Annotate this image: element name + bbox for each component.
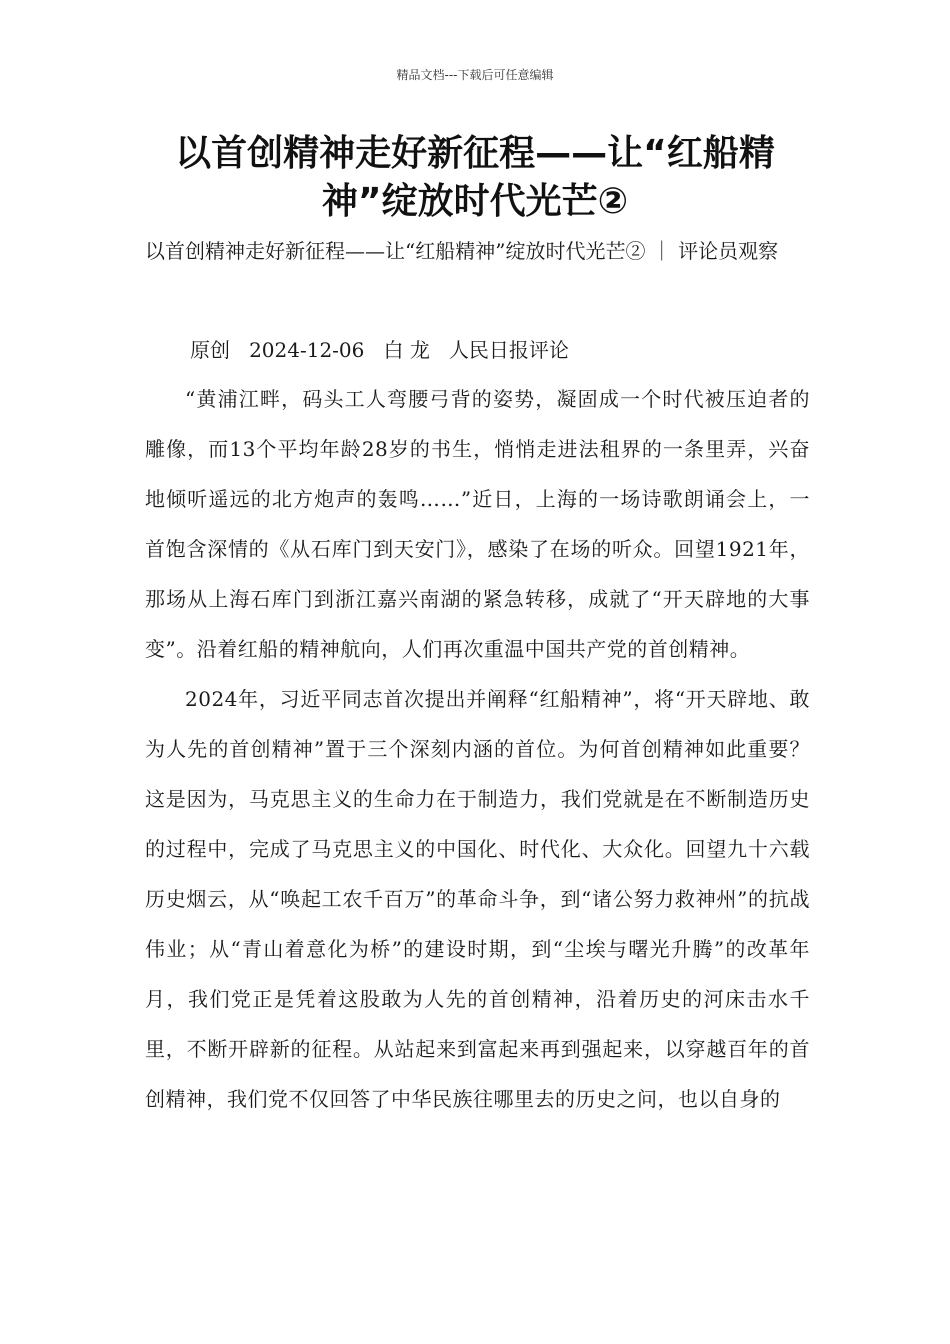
document-subtitle: 以首创精神走好新征程——让“红船精神”绽放时代光芒② ｜ 评论员观察 — [145, 239, 779, 263]
article-body — [145, 374, 810, 1124]
header-note: 精品文档---下载后可任意编辑 — [396, 68, 554, 82]
document-title: 以首创精神走好新征程——让“红船精神”绽放时代光芒② — [175, 133, 775, 222]
byline: 原创 2024-12-06 白 龙 人民日报评论 — [190, 338, 569, 362]
paragraph: “黄浦江畔，码头工人弯腰弓背的姿势，凝固成一个时代被压迫者的雕像，而13个平均年龄28岁的书生，悄悄走进法租界的一条里弄，兴奋地倾听遥远的北方炮声的轰鸣……”近日，上海的一场诗歌朗诵会上，一首饱含深情的《从石库门到天安门》，感染了在场的听众。回望1921年，那场从上海石库门到浙江嘉兴南湖的紧急转移，成就了“开天辟地的大事变”。沿着红船的精神航向，人们再次重温中国共产党的首创精神。 — [145, 387, 810, 661]
paragraph: 2024年，习近平同志首次提出并阐释“红船精神”，将“开天辟地、敢为人先的首创精神”置于三个深刻内涵的首位。为何首创精神如此重要？这是因为，马克思主义的生命力在于制造力，我们党就是在不断制造历史的过程中，完成了马克思主义的中国化、时代化、大众化。回望九十六载历史烟云，从“唤起工农千百万”的革命斗争，到“诸公努力救神州”的抗战伟业；从“青山着意化为桥”的建设时期，到“尘埃与曙光升腾”的改革年月，我们党正是凭着这股敢为人先的首创精神，沿着历史的河床击水千里，不断开辟新的征程。从站起来到富起来再到强起来，以穿越百年的首创精神，我们党不仅回答了中华民族往哪里去的历史之问，也以自身的 — [145, 687, 810, 1111]
